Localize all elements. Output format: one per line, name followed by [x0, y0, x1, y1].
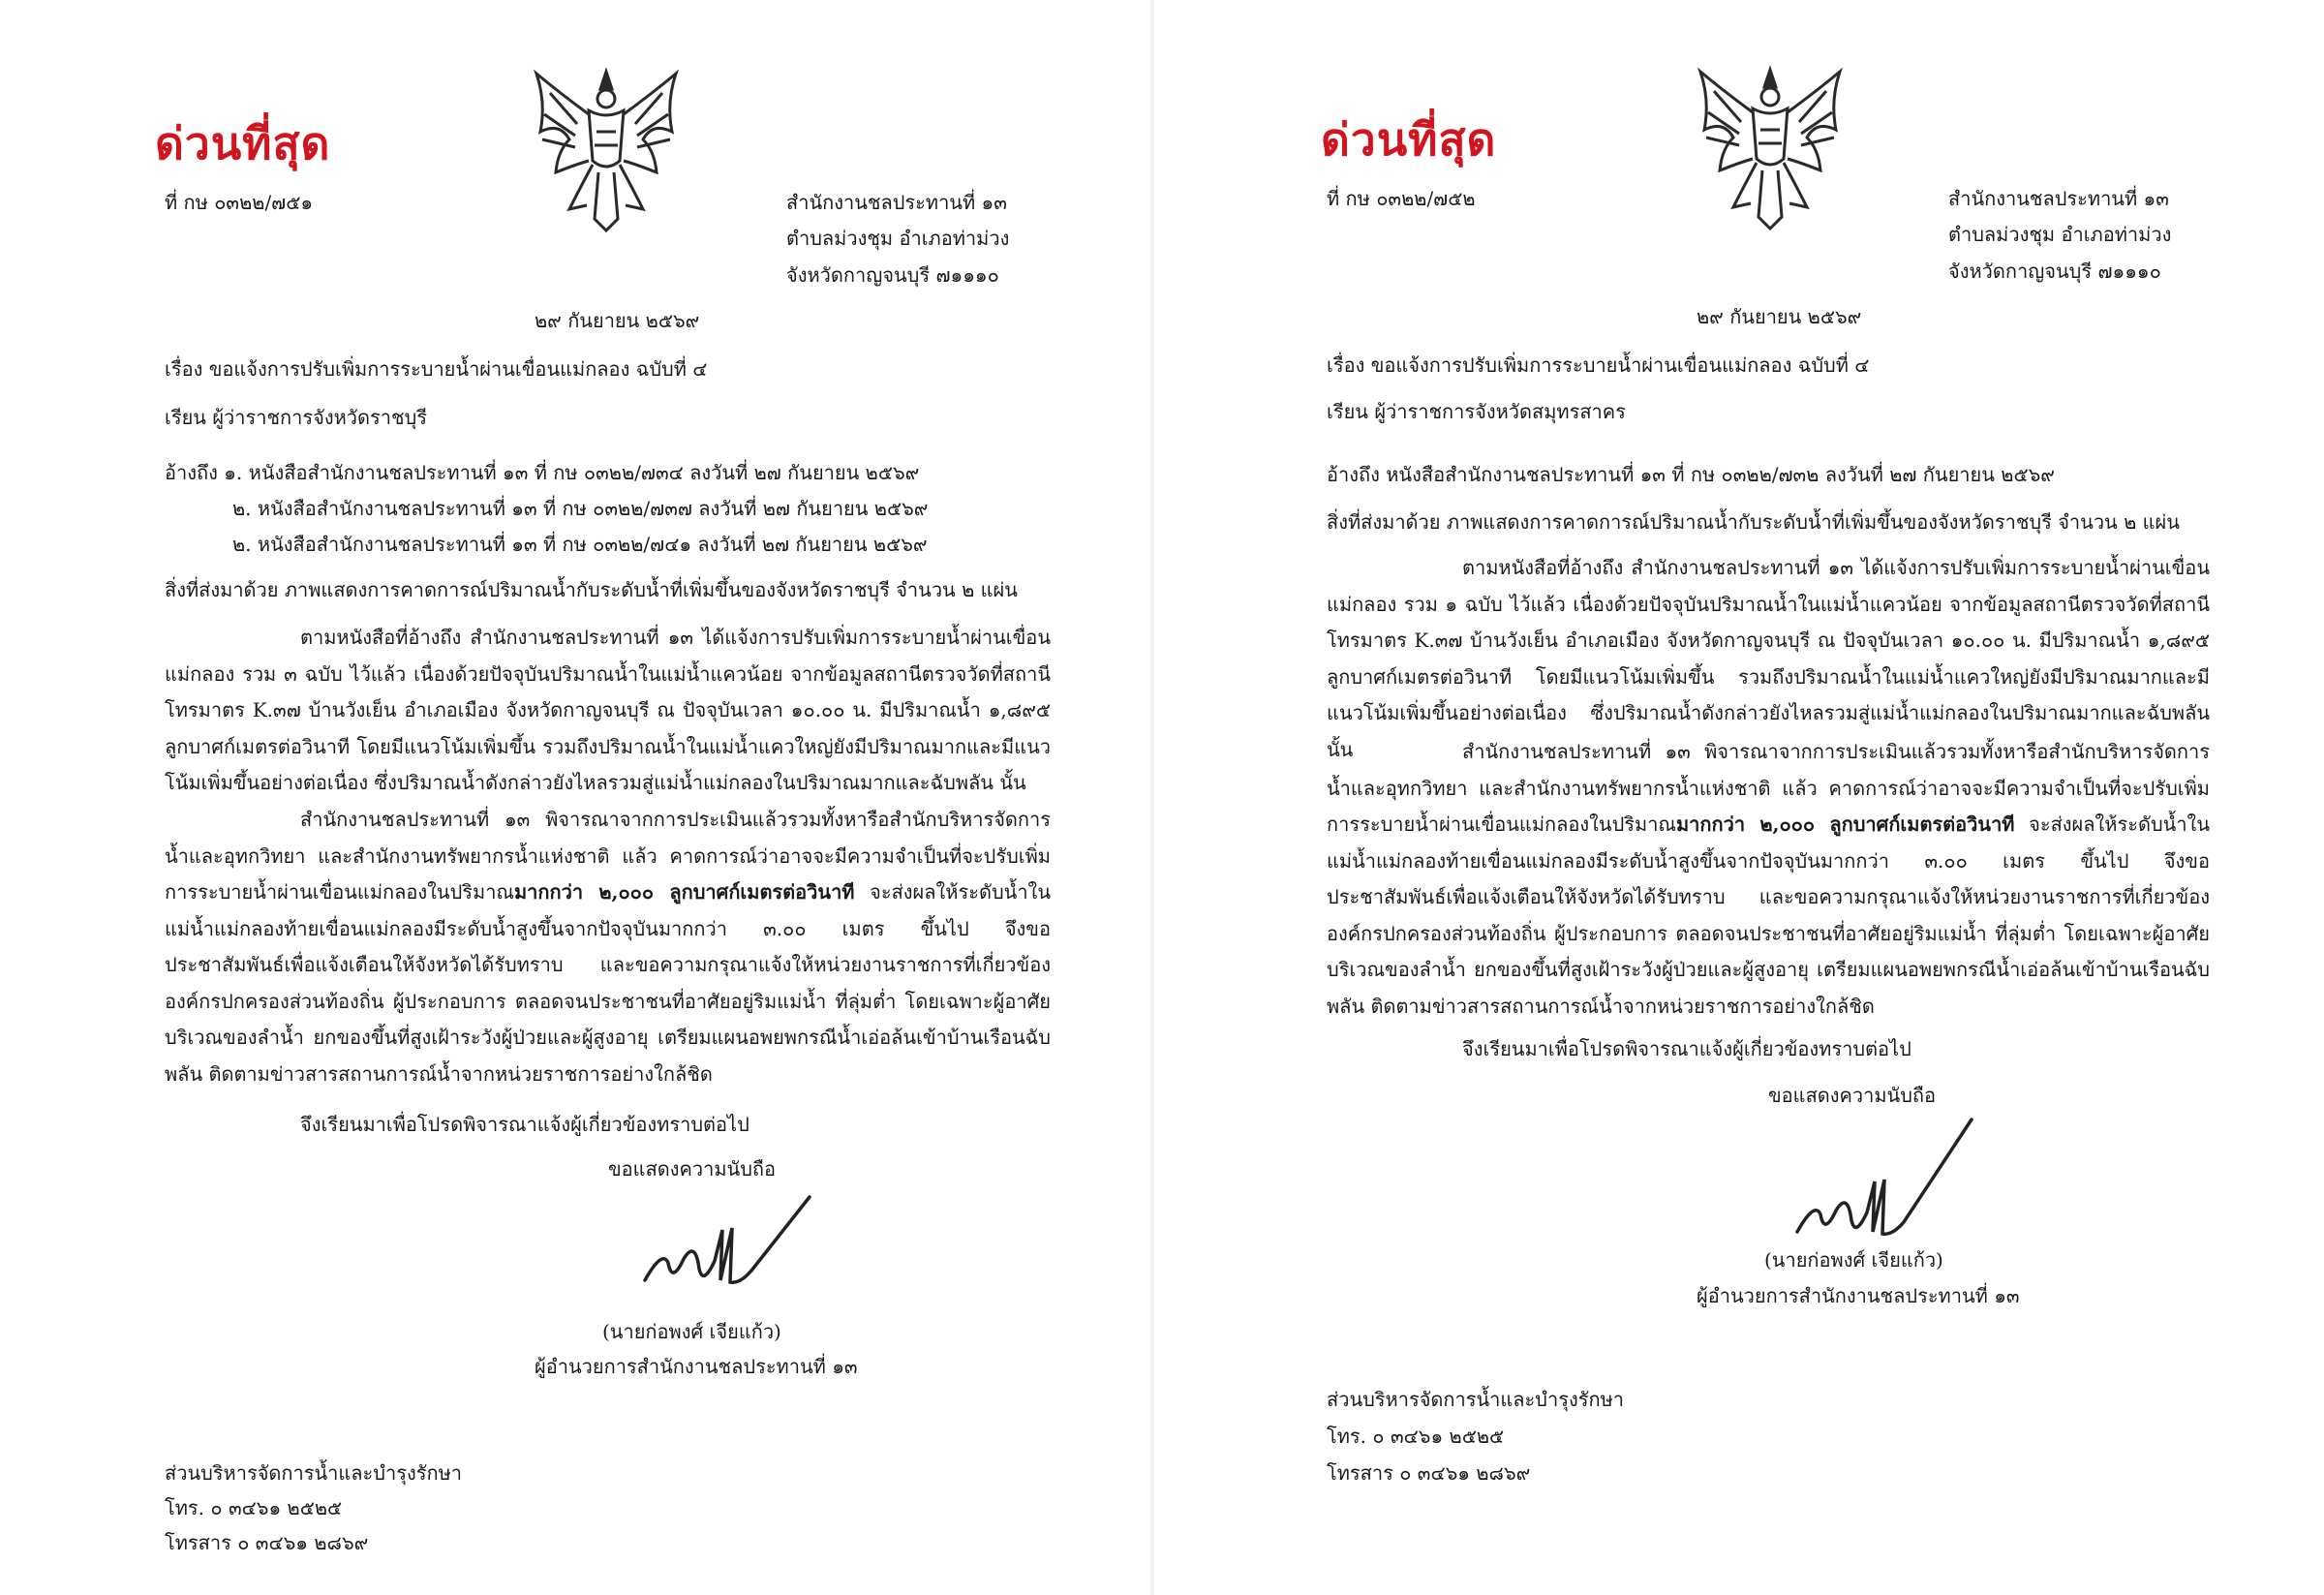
body-paragraph-1: ตามหนังสือที่อ้างถึง สำนักงานชลประทานที่ ๑๓ ได้แจ้งการปรับเพิ่มการระบายน้ำผ่านเขื่อนแม่กลอง รวม ๑ ฉบับ ไว้แล้ว เนื่องด้วยปัจจุบันปริมาณน้ำในแม่น้ำแควน้อย จากข้อมูลสถานีตรวจวัดที่สถานีโทรมาตร K.๓๗ บ้านวังเย็น อำเภอเมือง จังหวัดกาญจนบุรี ณ ปัจจุบันเวลา ๑๐.๐๐ น. มีปริมาณน้ำ ๑,๘๙๕ ลูกบาศก์เมตรต่อวินาที โดยมีแนวโน้มเพิ่มขึ้น รวมถึงปริมาณน้ำในแม่น้ำแควใหญ่ยังมีปริมาณมากและมีแนวโน้มเพิ่มขึ้นอย่างต่อเนื่อง ซึ่งปริมาณน้ำดังกล่าวยังไหลรวมสู่แม่น้ำแม่กลองในปริมาณมากและฉับพลัน นั้น: [1327, 556, 2211, 761]
body-paragraph-2: [165, 802, 1051, 1092]
signature-image: [1791, 1114, 1975, 1249]
enclosure-line: สิ่งที่ส่งมาด้วย ภาพแสดงการคาดการณ์ปริมาณน้ำกับระดับน้ำที่เพิ่มขึ้นของจังหวัดราชบุรี จำนวน ๒ แผ่น: [1327, 510, 2180, 534]
signer-title: ผู้อำนวยการสำนักงานชลประทานที่ ๑๓: [1697, 1284, 2020, 1307]
urgency-label: ด่วนที่สุด: [155, 117, 331, 169]
enclosure-line: สิ่งที่ส่งมาด้วย ภาพแสดงการคาดการณ์ปริมาณน้ำกับระดับน้ำที่เพิ่มขึ้นของจังหวัดราชบุรี จำนวน ๒ แผ่น: [165, 578, 1018, 601]
doc-number: ที่ กษ ๐๓๒๒/๗๕๑: [165, 191, 314, 214]
office-line-3: จังหวัดกาญจนบุรี ๗๑๑๑๐: [1948, 260, 2161, 283]
garuda-emblem-icon: [1695, 62, 1846, 234]
letter-left: [0, 0, 1143, 1595]
subject-line: เรื่อง ขอแจ้งการปรับเพิ่มการระบายน้ำผ่านเขื่อนแม่กลอง ฉบับที่ ๔: [165, 357, 708, 381]
garuda-emblem-icon: [531, 64, 682, 236]
reference-line-3: ๒. หนังสือสำนักงานชลประทานที่ ๑๓ ที่ กษ ๐๓๒๒/๗๔๑ ลงวันที่ ๒๗ กันยายน ๒๕๖๙: [232, 533, 928, 556]
body-paragraph-2: [1327, 734, 2210, 1025]
closing-line: จึงเรียนมาเพื่อโปรดพิจารณาแจ้งผู้เกี่ยวข้องทราบต่อไป: [1462, 1037, 1911, 1060]
signer-name: (นายก่อพงศ์ เจียแก้ว): [1764, 1248, 1943, 1272]
addressee-line: เรียน ผู้ว่าราชการจังหวัดสมุทรสาคร: [1327, 400, 1626, 423]
page-divider: [1150, 0, 1154, 1595]
office-line-1: สำนักงานชลประทานที่ ๑๓: [1948, 187, 2169, 210]
reference-line-2: ๒. หนังสือสำนักงานชลประทานที่ ๑๓ ที่ กษ ๐๓๒๒/๗๓๗ ลงวันที่ ๒๗ กันยายน ๒๕๖๙: [232, 497, 929, 520]
footer-fax: โทรสาร ๐ ๓๔๖๑ ๒๘๖๙: [1327, 1461, 1531, 1485]
body-paragraph-2-text-b: จะส่งผลให้ระดับน้ำในแม่น้ำแม่กลองท้ายเขื่อนแม่กลองมีระดับน้ำสูงขึ้นจากปัจจุบันมากกว่า ๓.๐๐ เมตร ขึ้นไป จึงขอประชาสัมพันธ์เพื่อแจ้งเตือนให้จังหวัดได้รับทราบ และขอความกรุณาแจ้งให้หน่วยงานราชการที่เกี่ยวข้ององค์กรปกครองส่วนท้องถิ่น ผู้ประกอบการ ตลอดจนประชาชนที่อาศัยอยู่ริมแม่น้ำ ที่ลุ่มต่ำ โดยเฉพาะผู้อาศัยบริเวณของลำน้ำ ยกของขึ้นที่สูงเฝ้าระวังผู้ป่วยและผู้สูงอายุ เตรียมแผนอพยพกรณีน้ำเอ่อล้นเข้าบ้านเรือนฉับพลัน ติดตามข่าวสารสถานการณ์น้ำจากหน่วยราชการอย่างใกล้ชิด: [1327, 813, 2210, 1018]
regards-line: ขอแสดงความนับถือ: [608, 1157, 777, 1181]
footer-department: ส่วนบริหารจัดการน้ำและบำรุงรักษา: [165, 1461, 462, 1485]
reference-line-1: อ้างถึง ๑. หนังสือสำนักงานชลประทานที่ ๑๓ ที่ กษ ๐๓๒๒/๗๓๔ ลงวันที่ ๒๗ กันยายน ๒๕๖๙: [165, 461, 920, 484]
signer-title: ผู้อำนวยการสำนักงานชลประทานที่ ๑๓: [535, 1355, 858, 1378]
body-paragraph-2-text-b: จะส่งผลให้ระดับน้ำในแม่น้ำแม่กลองท้ายเขื่อนแม่กลองมีระดับน้ำสูงขึ้นจากปัจจุบันมากกว่า ๓.๐๐ เมตร ขึ้นไป จึงขอประชาสัมพันธ์เพื่อแจ้งเตือนให้จังหวัดได้รับทราบ และขอความกรุณาแจ้งให้หน่วยงานราชการที่เกี่ยวข้ององค์กรปกครองส่วนท้องถิ่น ผู้ประกอบการ ตลอดจนประชาชนที่อาศัยอยู่ริมแม่น้ำ ที่ลุ่มต่ำ โดยเฉพาะผู้อาศัยบริเวณของลำน้ำ ยกของขึ้นที่สูงเฝ้าระวังผู้ป่วยและผู้สูงอายุ เตรียมแผนอพยพกรณีน้ำเอ่อล้นเข้าบ้านเรือนฉับพลัน ติดตามข่าวสารสถานการณ์น้ำจากหน่วยราชการอย่างใกล้ชิด: [165, 880, 1051, 1086]
letter-date: ๒๙ กันยายน ๒๕๖๙: [535, 309, 700, 332]
urgency-label: ด่วนที่สุด: [1321, 113, 1497, 166]
footer-phone: โทร. ๐ ๓๔๖๑ ๒๕๒๕: [1327, 1425, 1505, 1448]
letter-date: ๒๙ กันยายน ๒๕๖๙: [1697, 305, 1862, 328]
doc-number: ที่ กษ ๐๓๒๒/๗๕๒: [1327, 187, 1476, 210]
letter-right: [1162, 0, 2305, 1595]
body-paragraph-2-text-a: สำนักงานชลประทานที่ ๑๓ พิจารณาจากการประเมินแล้วรวมทั้งหารือสำนักบริหารจัดการน้ำและอุทกวิทยา และสำนักงานทรัพยากรน้ำแห่งชาติ แล้ว คาดการณ์ว่าอาจจะมีความจำเป็นที่จะปรับเพิ่มการระบายน้ำผ่านเขื่อนแม่กลองในปริมาณ: [165, 808, 1051, 904]
addressee-line: เรียน ผู้ว่าราชการจังหวัดราชบุรี: [165, 406, 428, 429]
footer-fax: โทรสาร ๐ ๓๔๖๑ ๒๘๖๙: [165, 1531, 369, 1554]
office-line-2: ตำบลม่วงชุม อำเภอท่าม่วง: [786, 227, 1010, 250]
office-line-2: ตำบลม่วงชุม อำเภอท่าม่วง: [1948, 223, 2172, 246]
signer-name: (นายก่อพงศ์ เจียแก้ว): [602, 1320, 781, 1343]
footer-department: ส่วนบริหารจัดการน้ำและบำรุงรักษา: [1327, 1388, 1624, 1411]
footer-phone: โทร. ๐ ๓๔๖๑ ๒๕๒๕: [165, 1496, 343, 1519]
office-line-3: จังหวัดกาญจนบุรี ๗๑๑๑๐: [786, 263, 999, 287]
body-paragraph-1: ตามหนังสือที่อ้างถึง สำนักงานชลประทานที่ ๑๓ ได้แจ้งการปรับเพิ่มการระบายน้ำผ่านเขื่อนแม่กลอง รวม ๓ ฉบับ ไว้แล้ว เนื่องด้วยปัจจุบันปริมาณน้ำในแม่น้ำแควน้อย จากข้อมูลสถานีตรวจวัดที่สถานีโทรมาตร K.๓๗ บ้านวังเย็น อำเภอเมือง จังหวัดกาญจนบุรี ณ ปัจจุบันเวลา ๑๐.๐๐ น. มีปริมาณน้ำ ๑,๘๙๕ ลูกบาศก์เมตรต่อวินาที โดยมีแนวโน้มเพิ่มขึ้น รวมถึงปริมาณน้ำในแม่น้ำแควใหญ่ยังมีปริมาณมากและมีแนวโน้มเพิ่มขึ้นอย่างต่อเนื่อง ซึ่งปริมาณน้ำดังกล่าวยังไหลรวมสู่แม่น้ำแม่กลองในปริมาณมากและฉับพลัน นั้น: [165, 626, 1051, 794]
discharge-emphasis: มากกว่า ๒,๐๐๐ ลูกบาศก์เมตรต่อวินาที: [514, 880, 855, 904]
closing-line: จึงเรียนมาเพื่อโปรดพิจารณาแจ้งผู้เกี่ยวข้องทราบต่อไป: [300, 1113, 749, 1136]
discharge-emphasis: มากกว่า ๒,๐๐๐ ลูกบาศก์เมตรต่อวินาที: [1676, 813, 2015, 836]
body-paragraph-2-text-a: สำนักงานชลประทานที่ ๑๓ พิจารณาจากการประเมินแล้วรวมทั้งหารือสำนักบริหารจัดการน้ำและอุทกวิทยา และสำนักงานทรัพยากรน้ำแห่งชาติ แล้ว คาดการณ์ว่าอาจจะมีความจำเป็นที่จะปรับเพิ่มการระบายน้ำผ่านเขื่อนแม่กลองในปริมาณ: [1327, 740, 2210, 836]
office-line-1: สำนักงานชลประทานที่ ๑๓: [786, 191, 1007, 214]
subject-line: เรื่อง ขอแจ้งการปรับเพิ่มการระบายน้ำผ่านเขื่อนแม่กลอง ฉบับที่ ๔: [1327, 353, 1870, 377]
reference-line: อ้างถึง หนังสือสำนักงานชลประทานที่ ๑๓ ที่ กษ ๐๓๒๒/๗๓๒ ลงวันที่ ๒๗ กันยายน ๒๕๖๙: [1327, 463, 2055, 486]
regards-line: ขอแสดงความนับถือ: [1768, 1084, 1937, 1107]
signature-image: [639, 1191, 813, 1298]
